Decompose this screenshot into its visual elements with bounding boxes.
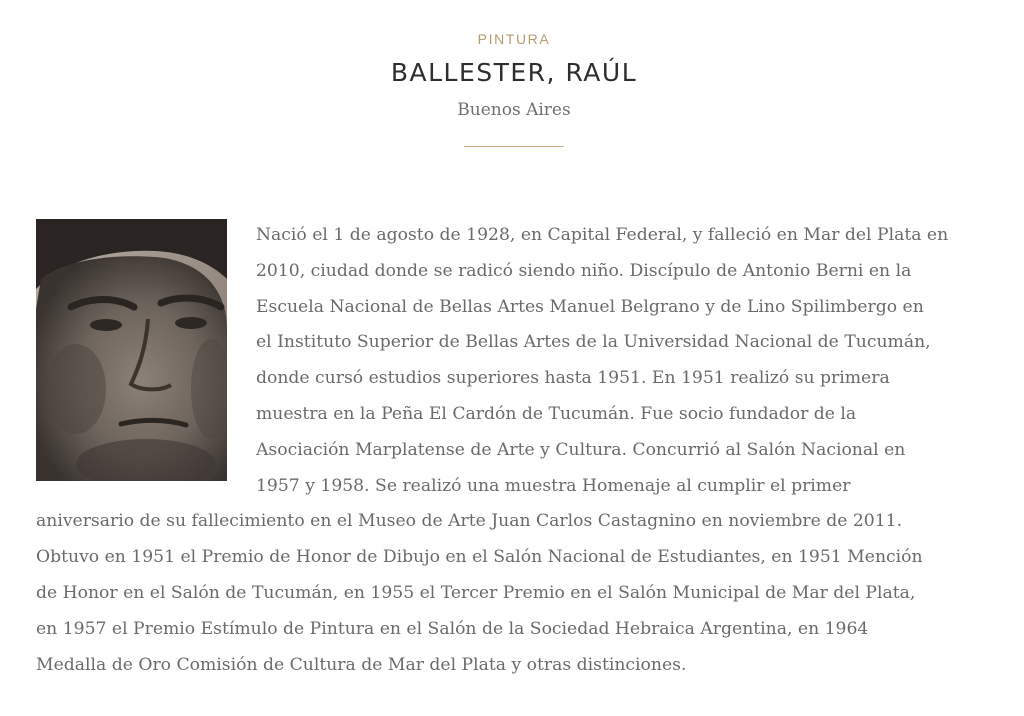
bio-line: el Instituto Superior de Bellas Artes de la Universidad Nacional de Tucumán, (256, 332, 931, 353)
bio-line: Asociación Marplatense de Arte y Cultura. Concurrió al Salón Nacional en (256, 439, 906, 460)
artist-location: Buenos Aires (457, 100, 571, 120)
bio-line: muestra en la Peña El Cardón de Tucumán. Fue socio fundador de la (256, 403, 857, 424)
bio-line: Nació el 1 de agosto de 1928, en Capital Federal, y falleció en Mar del Plata en (256, 225, 949, 245)
bio-line: donde cursó estudios superiores hasta 1951. En 1951 realizó su primera (256, 368, 890, 389)
title-divider (464, 146, 564, 147)
artist-name: BALLESTER, RAÚL (390, 58, 638, 87)
bio-line: Obtuvo en 1951 el Premio de Honor de Dibujo en el Salón Nacional de Estudiantes, en 1951 Mención (36, 547, 923, 568)
bio-line: aniversario de su fallecimiento en el Museo de Arte Juan Carlos Castagnino en noviembre de 2011. (36, 511, 903, 532)
bio-line: de Honor en el Salón de Tucumán, en 1955 el Tercer Premio en el Salón Municipal de Mar del Plata, (36, 582, 916, 603)
bio-line: Escuela Nacional de Bellas Artes Manuel Belgrano y de Lino Spilimbergo en (256, 296, 924, 317)
bio-line: en 1957 el Premio Estímulo de Pintura en el Salón de la Sociedad Hebraica Argentina, en 1964 (36, 618, 869, 639)
bio-line: 1957 y 1958. Se realizó una muestra Homenaje al cumplir el primer (256, 475, 851, 496)
bio-line: Medalla de Oro Comisión de Cultura de Mar del Plata y otras distinciones. (36, 654, 687, 675)
bio-line: 2010, ciudad donde se radicó siendo niño. Discípulo de Antonio Berni en la (256, 260, 912, 281)
artist-biography (36, 218, 996, 683)
category-label: PINTURA (477, 31, 551, 47)
